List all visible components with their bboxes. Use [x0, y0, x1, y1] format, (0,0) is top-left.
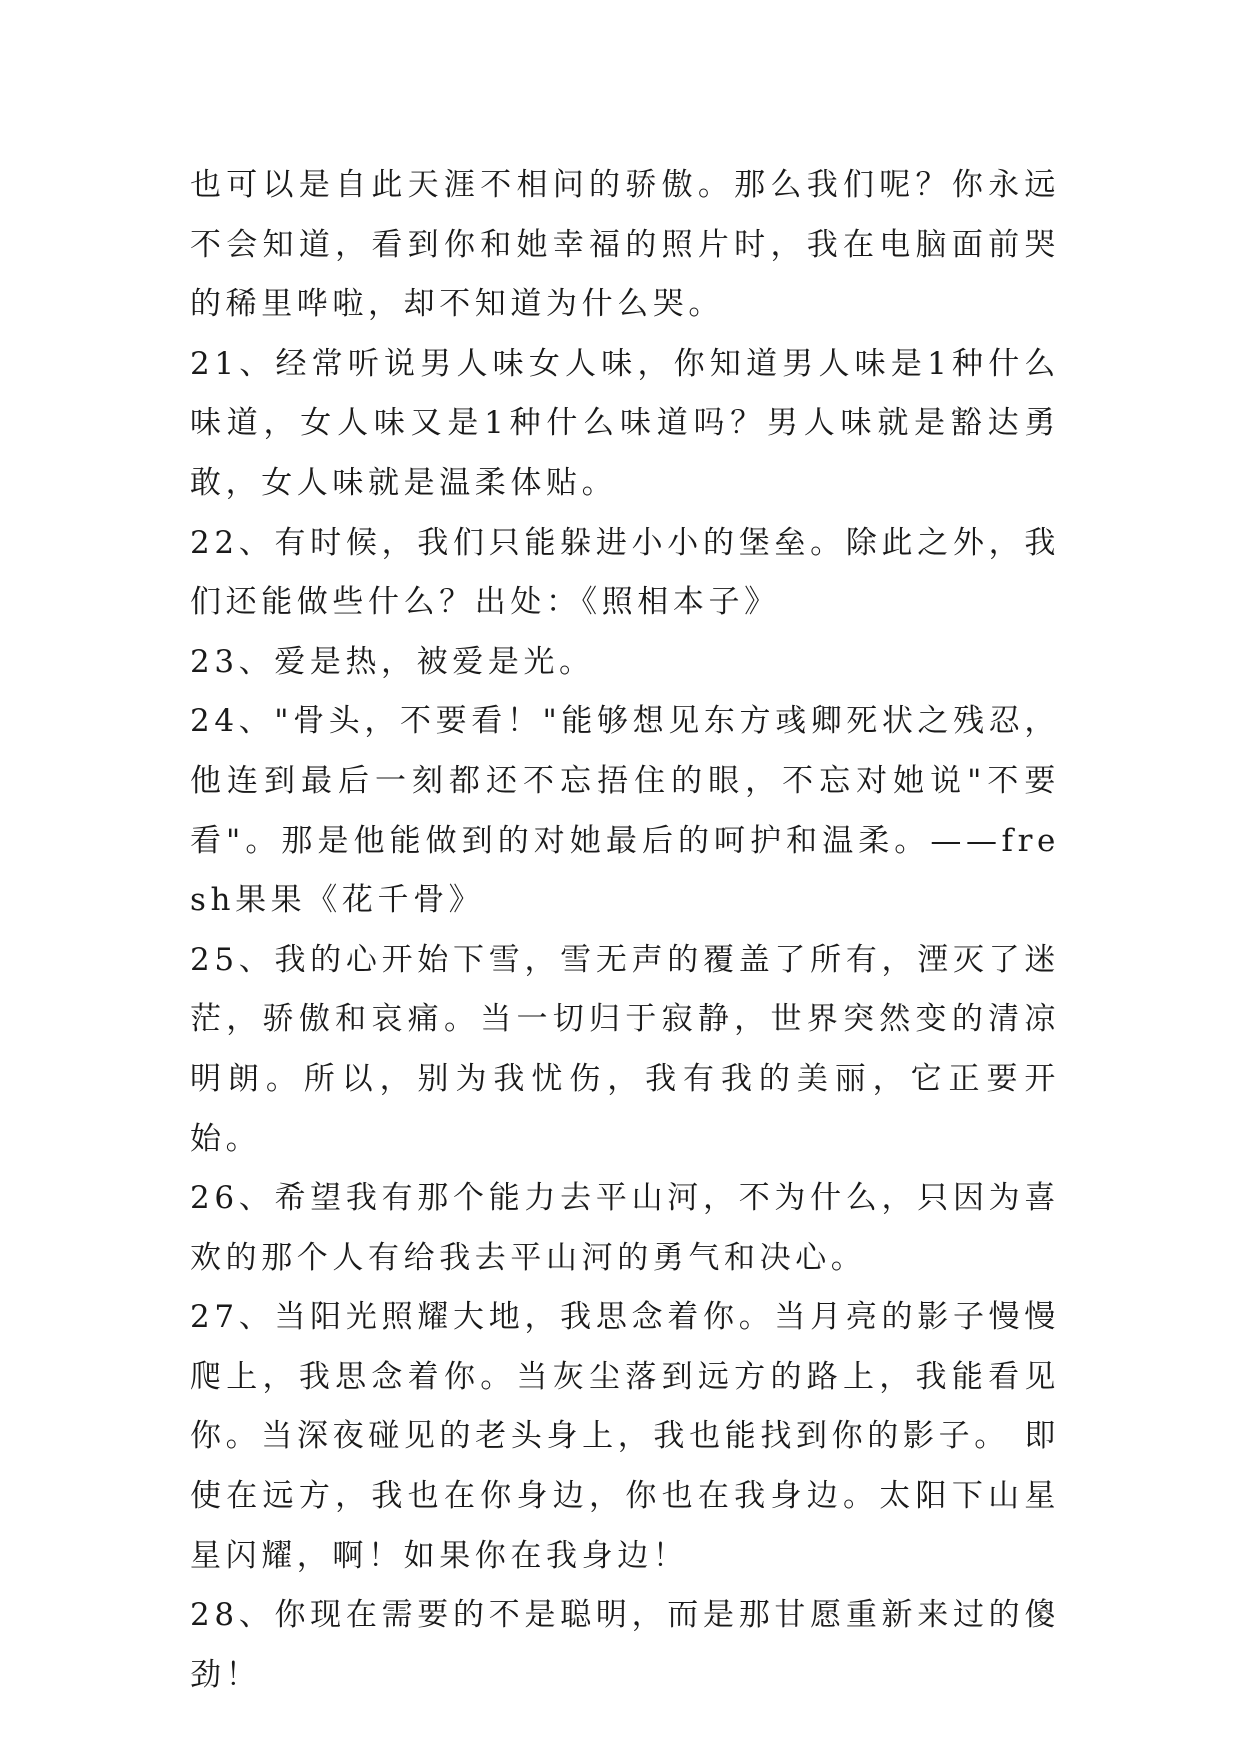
paragraph-28: 28、你现在需要的不是聪明，而是那甘愿重新来过的傻劲！	[190, 1597, 1060, 1693]
paragraph-23: 23、爱是热，被爱是光。	[190, 643, 595, 680]
paragraph-27: 27、当阳光照耀大地，我思念着你。当月亮的影子慢慢爬上，我思念着你。当灰尘落到远方的路上，我能看见你。当深夜碰见的老头身上，我也能找到你的影子。 即使在远方，我也在你身边，你也在我身边。太阳下山星星闪耀，啊！如果你在我身边！	[190, 1299, 1060, 1574]
paragraph-25: 25、我的心开始下雪，雪无声的覆盖了所有，湮灭了迷茫，骄傲和哀痛。当一切归于寂静，世界突然变的清凉明朗。所以，别为我忧伤，我有我的美丽，它正要开始。	[190, 941, 1060, 1157]
paragraph-22: 22、有时候，我们只能躲进小小的堡垒。除此之外，我们还能做些什么？出处：《照相本子》	[190, 524, 1060, 621]
paragraph-continuation: 也可以是自此天涯不相问的骄傲。那么我们呢？你永远不会知道，看到你和她幸福的照片时，我在电脑面前哭的稀里哗啦，却不知道为什么哭。	[190, 167, 1060, 323]
document-body	[190, 156, 1060, 1705]
paragraph-21: 21、经常听说男人味女人味，你知道男人味是1种什么味道，女人味又是1种什么味道吗？男人味就是豁达勇敢，女人味就是温柔体贴。	[190, 345, 1060, 501]
paragraph-26: 26、希望我有那个能力去平山河，不为什么，只因为喜欢的那个人有给我去平山河的勇气和决心。	[190, 1180, 1060, 1276]
paragraph-24: 24、"骨头，不要看！"能够想见东方彧卿死状之残忍，他连到最后一刻都还不忘捂住的眼，不忘对她说"不要看"。那是他能做到的对她最后的呵护和温柔。——fresh果果《花千骨》	[190, 703, 1060, 919]
